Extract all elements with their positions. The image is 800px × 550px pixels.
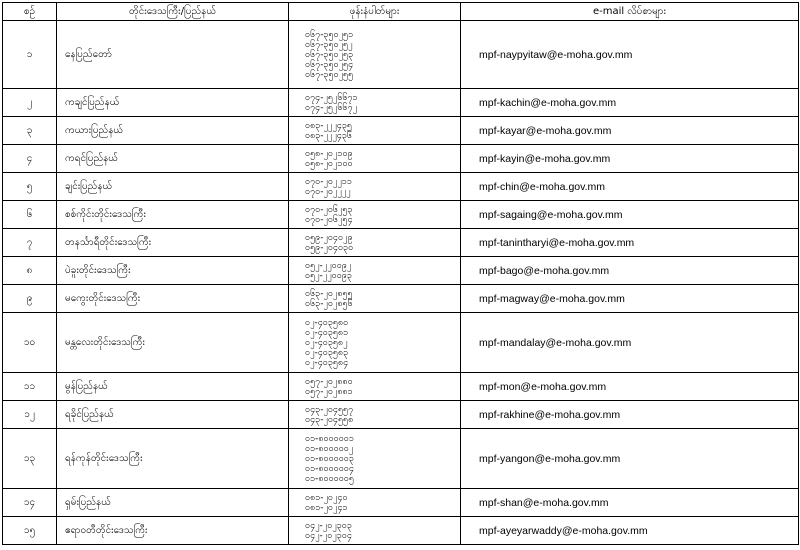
phone-number: ၀၅၈-၂၀၂၁၀၉ bbox=[305, 148, 353, 159]
phone-number: ၀၇၀-၂၀၂၂၁၁ bbox=[305, 176, 352, 187]
table-row bbox=[3, 89, 799, 117]
phone-number: ၀၇၄-၂၅၂၆၆၇၁ bbox=[305, 92, 358, 103]
phone-number: ၀၈၁-၂၀၂၄၀ bbox=[305, 492, 348, 503]
phone-number: ၀၈၃-၂၂၂၄၃၅ bbox=[305, 120, 352, 131]
phone-number: ၀၂-၄၀၃၅၈၄ bbox=[305, 357, 349, 368]
row-number: ၉ bbox=[3, 285, 57, 313]
phone-number: ၀၅၈-၂၀၂၁၀၀ bbox=[305, 158, 353, 169]
phone-list bbox=[289, 313, 461, 373]
region-name: တနင်္သာရီတိုင်းဒေသကြီး bbox=[57, 229, 289, 257]
phone-number: ၀၄၃-၂၀၄၅၅၇ bbox=[305, 404, 354, 415]
phone-number: ၀၆၃-၂၀၂၈၅၅ bbox=[305, 288, 353, 299]
table-row bbox=[3, 257, 799, 285]
region-name: ချင်းပြည်နယ် bbox=[57, 173, 289, 201]
phone-number: ၀၂-၄၀၃၅၈၃ bbox=[305, 347, 349, 358]
region-name: ပဲခူးတိုင်းဒေသကြီး bbox=[57, 257, 289, 285]
table-row bbox=[3, 373, 799, 401]
row-number: ၇ bbox=[3, 229, 57, 257]
row-number: ၁၀ bbox=[3, 313, 57, 373]
email-address[interactable]: mpf-chin@e-moha.gov.mm bbox=[461, 173, 799, 201]
email-address[interactable]: mpf-yangon@e-moha.gov.mm bbox=[461, 429, 799, 489]
table-row bbox=[3, 489, 799, 517]
region-name: နေပြည်တော် bbox=[57, 21, 289, 89]
phone-number: ၀၆၇-၃၅၀၂၅၁ bbox=[305, 29, 354, 40]
row-number: ၁၃ bbox=[3, 429, 57, 489]
row-number: ၂ bbox=[3, 89, 57, 117]
phone-number: ၀၆၃-၂၀၂၈၅၆ bbox=[305, 298, 353, 309]
phone-number: ၀၇၄-၂၅၂၆၆၇၂ bbox=[305, 102, 357, 113]
phone-number: ၀၁-၈၀၀၀၀၀၁ bbox=[305, 433, 354, 444]
phone-number: ၀၈၃-၂၂၂၄၃၆ bbox=[305, 130, 352, 141]
region-name: ရန်ကုန်တိုင်းဒေသကြီး bbox=[57, 429, 289, 489]
phone-number: ၀၁-၈၀၀၀၀၀၂ bbox=[305, 443, 354, 454]
phone-number: ၀၅၉-၂၀၄၀၂၉ bbox=[305, 232, 353, 243]
phone-list bbox=[289, 145, 461, 173]
region-name: ရှမ်းပြည်နယ် bbox=[57, 489, 289, 517]
phone-number: ၀၂-၄၀၃၅၈၀ bbox=[305, 317, 349, 328]
region-name: မွန်ပြည်နယ် bbox=[57, 373, 289, 401]
header-phones: ဖုန်းနံပါတ်များ bbox=[289, 3, 461, 21]
table-row bbox=[3, 201, 799, 229]
table-row bbox=[3, 21, 799, 89]
phone-number: ၀၆၇-၃၅၀၂၅၂ bbox=[305, 39, 353, 50]
phone-number: ၀၈၁-၂၀၂၄၁ bbox=[305, 502, 348, 513]
phone-list bbox=[289, 117, 461, 145]
phone-number: ၀၄၂-၂၀၂၃၀၃ bbox=[305, 520, 352, 531]
region-name: စစ်ကိုင်းတိုင်းဒေသကြီး bbox=[57, 201, 289, 229]
table-row bbox=[3, 313, 799, 373]
phone-number: ၀၅၂-၂၂၀၀၉၂ bbox=[305, 260, 352, 271]
table-row bbox=[3, 517, 799, 545]
row-number: ၅ bbox=[3, 173, 57, 201]
phone-number: ၀၇၀-၂၀၂၂၂၂ bbox=[305, 186, 351, 197]
header-no: စဉ် bbox=[3, 3, 57, 21]
region-name: မန္တလေးတိုင်းဒေသကြီး bbox=[57, 313, 289, 373]
phone-number: ၀၅၇-၂၀၂၈၈၁ bbox=[305, 386, 353, 397]
phone-number: ၀၅၇-၂၀၂၈၈၀ bbox=[305, 376, 353, 387]
phone-number: ၀၆၇-၃၅၀၂၅၅ bbox=[305, 69, 354, 80]
phone-number: ၀၇၀-၂၀၆၂၅၃ bbox=[305, 204, 353, 215]
table-row bbox=[3, 145, 799, 173]
phone-number: ၀၁-၈၀၀၀၀၀၅ bbox=[305, 473, 354, 484]
phone-number: ၀၂-၄၀၃၅၈၂ bbox=[305, 337, 348, 348]
email-address[interactable]: mpf-sagaing@e-moha.gov.mm bbox=[461, 201, 799, 229]
phone-list bbox=[289, 517, 461, 545]
region-name: ဧရာဝတီတိုင်းဒေသကြီး bbox=[57, 517, 289, 545]
table-row bbox=[3, 173, 799, 201]
region-name: မကွေးတိုင်းဒေသကြီး bbox=[57, 285, 289, 313]
row-number: ၁၁ bbox=[3, 373, 57, 401]
table-row bbox=[3, 285, 799, 313]
phone-number: ၀၅၂-၂၂၀၀၉၃ bbox=[305, 270, 352, 281]
phone-number: ၀၆၇-၃၅၀၂၅၃ bbox=[305, 49, 354, 60]
email-address[interactable]: mpf-tanintharyi@e-moha.gov.mm bbox=[461, 229, 799, 257]
region-name: ရခိုင်ပြည်နယ် bbox=[57, 401, 289, 429]
phone-number: ၀၄၃-၂၀၄၅၅၈ bbox=[305, 414, 354, 425]
row-number: ၁၄ bbox=[3, 489, 57, 517]
phone-number: ၀၂-၄၀၃၅၈၁ bbox=[305, 327, 349, 338]
region-name: ကရင်ပြည်နယ် bbox=[57, 145, 289, 173]
row-number: ၁၅ bbox=[3, 517, 57, 545]
row-number: ၁ bbox=[3, 21, 57, 89]
row-number: ၃ bbox=[3, 117, 57, 145]
row-number: ၄ bbox=[3, 145, 57, 173]
phone-number: ၀၁-၈၀၀၀၀၀၄ bbox=[305, 463, 354, 474]
row-number: ၆ bbox=[3, 201, 57, 229]
email-address[interactable]: mpf-ayeyarwaddy@e-moha.gov.mm bbox=[461, 517, 799, 545]
header-email: e-mail လိပ်စာများ bbox=[461, 3, 799, 21]
table-row bbox=[3, 229, 799, 257]
table-row bbox=[3, 401, 799, 429]
email-address[interactable]: mpf-shan@e-moha.gov.mm bbox=[461, 489, 799, 517]
contact-table bbox=[2, 2, 799, 545]
phone-list bbox=[289, 21, 461, 89]
phone-list bbox=[289, 201, 461, 229]
email-address[interactable]: mpf-kachin@e-moha.gov.mm bbox=[461, 89, 799, 117]
email-address[interactable]: mpf-mandalay@e-moha.gov.mm bbox=[461, 313, 799, 373]
phone-number: ၀၆၇-၃၅၀၂၅၄ bbox=[305, 59, 354, 70]
phone-list bbox=[289, 89, 461, 117]
phone-list bbox=[289, 489, 461, 517]
region-name: ကယားပြည်နယ် bbox=[57, 117, 289, 145]
phone-list bbox=[289, 401, 461, 429]
email-address[interactable]: mpf-kayin@e-moha.gov.mm bbox=[461, 145, 799, 173]
email-address[interactable]: mpf-rakhine@e-moha.gov.mm bbox=[461, 401, 799, 429]
table-row bbox=[3, 429, 799, 489]
email-address[interactable]: mpf-naypyitaw@e-moha.gov.mm bbox=[461, 21, 799, 89]
email-address[interactable]: mpf-kayar@e-moha.gov.mm bbox=[461, 117, 799, 145]
phone-list bbox=[289, 285, 461, 313]
email-address[interactable]: mpf-mon@e-moha.gov.mm bbox=[461, 373, 799, 401]
header-region: တိုင်းဒေသကြီး/ပြည်နယ် bbox=[57, 3, 289, 21]
phone-number: ၀၁-၈၀၀၀၀၀၃ bbox=[305, 453, 354, 464]
phone-number: ၀၇၀-၂၀၆၂၅၄ bbox=[305, 214, 353, 225]
phone-list bbox=[289, 173, 461, 201]
phone-list bbox=[289, 229, 461, 257]
phone-list bbox=[289, 429, 461, 489]
table-row bbox=[3, 117, 799, 145]
phone-number: ၀၄၂-၂၀၂၃၀၄ bbox=[305, 530, 352, 541]
phone-list bbox=[289, 257, 461, 285]
phone-number: ၀၅၉-၂၀၄၀၃၀ bbox=[305, 242, 354, 253]
row-number: ၈ bbox=[3, 257, 57, 285]
header-row bbox=[3, 3, 799, 21]
row-number: ၁၂ bbox=[3, 401, 57, 429]
region-name: ကချင်ပြည်နယ် bbox=[57, 89, 289, 117]
email-address[interactable]: mpf-magway@e-moha.gov.mm bbox=[461, 285, 799, 313]
phone-list bbox=[289, 373, 461, 401]
email-address[interactable]: mpf-bago@e-moha.gov.mm bbox=[461, 257, 799, 285]
